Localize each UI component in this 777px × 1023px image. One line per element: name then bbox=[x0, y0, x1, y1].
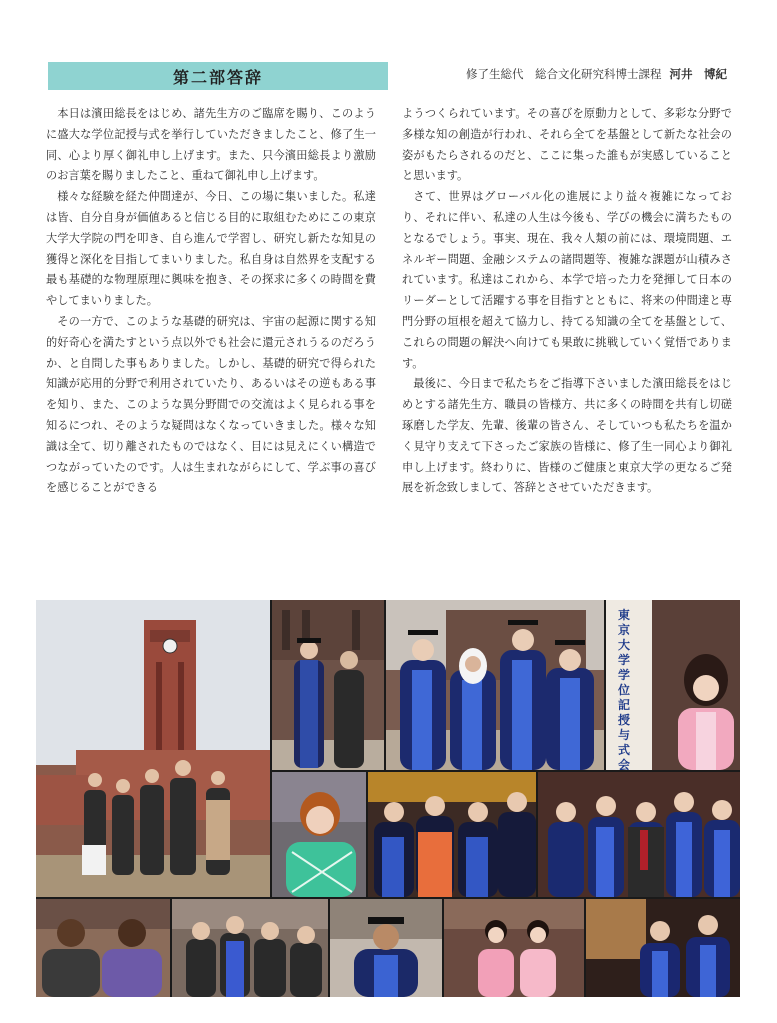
photo-kimono-pair bbox=[444, 899, 584, 997]
photo-four-women bbox=[386, 600, 604, 770]
photo-couple bbox=[36, 899, 170, 997]
byline-role: 修了生総代 総合文化研究科博士課程 bbox=[466, 67, 662, 81]
paragraph: その一方で、このような基礎的研究は、宇宙の起源に関する知的好奇心を満たすという点以外でも社会に還元されうるのだろうか、と自問した事もありました。しかし、基礎的研究で得られた知識が応用的分野で利用されていたり、あるいはその逆もある事を知り、また、このような異分野間での交流はよく見られる事を知るにつれ、そのような疑問はなくなっていきました。様々な知識は全て、切り離されたものではなく、目には見えにくい構造でつながっていたのです。人は生まれながらにして、学ぶ事の喜びを感じることができる bbox=[46, 314, 376, 495]
paragraph: 最後に、今日まで私たちをご指導下さいました濱田総長をはじめとする諸先生方、職員の皆様方、共に多くの時間を共有し切磋琢磨した学友、先輩、後輩の皆さん、そしていつも私たちを温かく見守り支えて下さったご家族の皆様に、修了生一同心より御礼申し上げます。終わりに、皆様のご健康と東京大学の更なるご発展を祈念致しまして、答辞とさせていただきます。 bbox=[402, 377, 732, 495]
byline-name: 河井 博紀 bbox=[669, 67, 727, 81]
left-column bbox=[46, 104, 376, 499]
paragraph: さて、世界はグローバル化の進展により益々複雑になっており、それに伴い、私達の人生は今後も、学びの機会に満ちたものとなるでしょう。事実、現在、我々人類の前には、環境問題、エネルギー問題、金融システムの諸問題等、複雑な課題が山積みされています。私達はこれから、本学で培った力を発揮して日本のリーダーとして活躍する事を目指すとともに、将来の仲間達と専門分野の垣根を超えて協力し、持てる知識の全てを基盤として、これらの問題の解決へ向けても果敢に挑戦していく覚悟であります。 bbox=[402, 190, 732, 370]
photo-sign-kimono bbox=[606, 600, 740, 770]
byline bbox=[466, 66, 727, 82]
paragraph: 様々な経験を経た仲間達が、今日、この場に集いました。私達は皆、自分自身が価値あると信じる目的に取組むためにこの東京大学大学院の門を叩き、自ら進んで学習し、研究し新たな知見の獲得と深化を目指してまいりました。私自身は自然界を支配する最も基礎的な物理原理に興味を抱き、その探求に多くの時間を費やしてまいりました。 bbox=[46, 190, 376, 308]
right-column bbox=[402, 104, 732, 499]
paragraph: 本日は濱田総長をはじめ、諸先生方のご臨席を賜り、このように盛大な学位記授与式を挙行していただきましたこと、修了生一同、心より厚く御礼申し上げます。また、只今濱田総長より激励のお言葉を賜りましたこと、重ねて御礼申し上げます。 bbox=[46, 107, 376, 183]
photo-green-kimono bbox=[272, 772, 366, 897]
photo-graduates-right bbox=[538, 772, 740, 897]
photo-collage bbox=[36, 600, 740, 997]
ceremony-sign: 東京大学学位記授与式会 bbox=[618, 608, 631, 770]
photo-two-men bbox=[272, 600, 384, 770]
page-title: 第二部答辞 bbox=[48, 62, 388, 90]
photo-group-hoods bbox=[368, 772, 536, 897]
photo-single-graduate bbox=[330, 899, 442, 997]
paragraph-continuation: ようつくられています。その喜びを原動力として、多彩な分野で多様な知の創造が行われ、それら全てを基盤として新たな社会の姿がもたらされるのだと、ここに集った誰もが実感していることと思います。 bbox=[402, 107, 732, 183]
photo-auditorium bbox=[36, 600, 270, 897]
photo-graduates-bottom bbox=[586, 899, 740, 997]
photo-suits-group bbox=[172, 899, 328, 997]
